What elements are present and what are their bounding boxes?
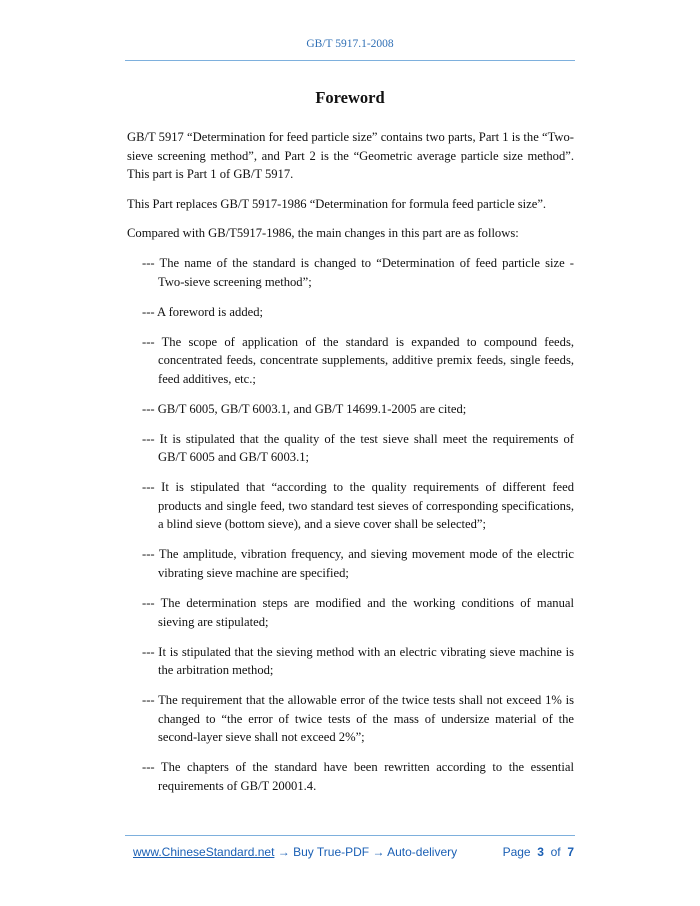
change-list-item: --- GB/T 6005, GB/T 6003.1, and GB/T 14699.1-2005 are cited; — [142, 401, 467, 416]
change-list-item: --- A foreword is added; — [142, 304, 264, 319]
page-of-label: of — [550, 845, 561, 859]
current-page-number: 3 — [537, 845, 544, 859]
change-list-item: --- It is stipulated that the quality of the test sieve shall meet the requirements of GB/T 6005 and GB/T 6003.1; — [142, 431, 574, 465]
change-list-item: --- It is stipulated that the sieving method with an electric vibrating sieve machine is the arbitration method; — [142, 644, 574, 678]
page-indicator — [503, 845, 574, 859]
footer-tagline: → Buy True-PDF → Auto-delivery — [274, 845, 458, 859]
change-list-item: --- The amplitude, vibration frequency, and sieving movement mode of the electric vibrating sieve machine are specified; — [142, 547, 574, 581]
page-footer — [133, 845, 574, 859]
document-body — [127, 128, 574, 807]
change-list-item: --- The name of the standard is changed to “Determination of feed particle size - Two-sieve screening method”; — [142, 255, 574, 289]
total-page-number: 7 — [567, 845, 574, 859]
change-list-item: --- The requirement that the allowable error of the twice tests shall not exceed 1% is changed to “the error of twice tests of the mass of undersize material of the second-layer sieve shall not exceed 2%”; — [142, 693, 574, 745]
website-link[interactable]: www.ChineseStandard.net — [133, 845, 275, 859]
document-code-header: GB/T 5917.1-2008 — [306, 38, 394, 50]
paragraph: GB/T 5917 “Determination for feed particle size” contains two parts, Part 1 is the “Two-sieve screening method”, and Part 2 is the “Geometric average particle size method”. This part is Part 1 of GB/T 5917. — [127, 130, 574, 182]
paragraph: Compared with GB/T5917-1986, the main changes in this part are as follows: — [127, 226, 519, 241]
change-list-item: --- It is stipulated that “according to the quality requirements of different feed products and single feed, two standard test sieves of corresponding specifications, a blind sieve (bottom sieve), and a sieve cover shall be selected”; — [142, 480, 574, 532]
header-divider — [125, 60, 575, 61]
change-list-item: --- The scope of application of the standard is expanded to compound feeds, concentrated feeds, concentrate supplements, additive premix feeds, single feeds, feed additives, etc.; — [142, 334, 574, 386]
change-list-item: --- The determination steps are modified and the working conditions of manual sieving are stipulated; — [142, 596, 574, 629]
page-label: Page — [502, 845, 531, 859]
paragraph: This Part replaces GB/T 5917-1986 “Determination for formula feed particle size”. — [127, 196, 547, 211]
change-list-item: --- The chapters of the standard have been rewritten according to the essential requirements of GB/T 20001.4. — [142, 760, 574, 793]
page-title: Foreword — [315, 88, 385, 107]
footer-divider — [125, 835, 575, 836]
